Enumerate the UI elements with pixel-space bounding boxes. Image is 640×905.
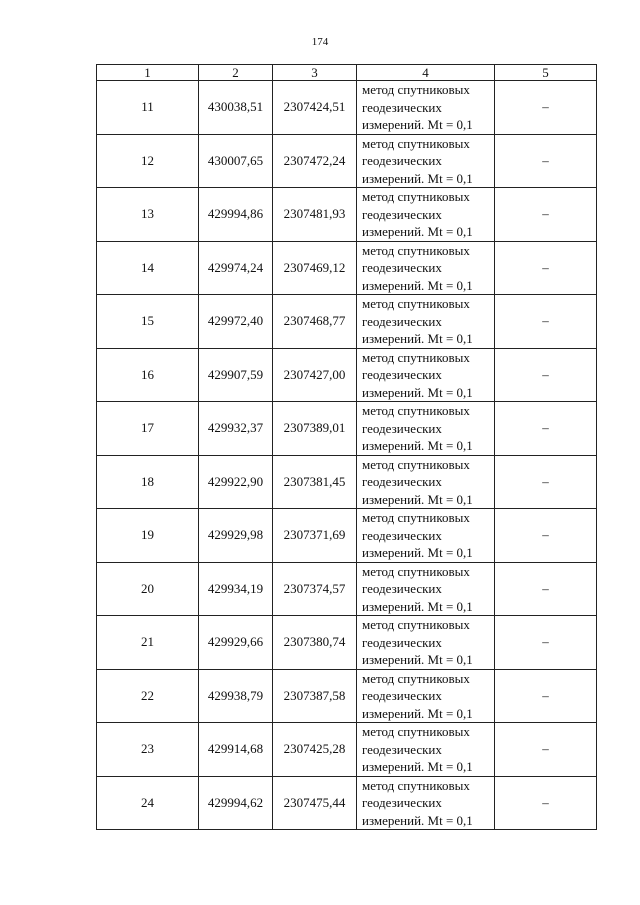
note-cell: – [495, 455, 597, 509]
method-line: геодезических [362, 581, 442, 596]
method-line: метод спутниковых [362, 403, 470, 418]
page-number: 174 [311, 36, 329, 48]
x-coordinate-cell: 430038,51 [199, 81, 273, 135]
header-cell-4: 4 [357, 65, 495, 81]
method-line: метод спутниковых [362, 242, 470, 258]
note-cell: – [495, 81, 597, 135]
note-cell: – [495, 723, 597, 777]
method-line: измерений. Mt = 0,1 [362, 224, 473, 239]
x-coordinate-cell: 429929,66 [199, 616, 273, 670]
x-coordinate-cell: 429922,90 [199, 455, 273, 509]
header-cell-3: 3 [273, 65, 357, 81]
method-line: измерений. Mt = 0,1 [362, 438, 473, 453]
point-number-cell: 15 [97, 295, 199, 349]
method-line: геодезических [362, 313, 442, 329]
method-line: метод спутниковых [362, 456, 470, 472]
x-coordinate-cell: 429914,68 [199, 723, 273, 777]
point-number-cell: 24 [97, 776, 199, 830]
point-number-cell: 14 [97, 241, 199, 295]
method-line: метод спутниковых [362, 349, 470, 365]
method-line: измерений. Mt = 0,1 [362, 598, 473, 614]
method-line: измерений. Mt = 0,1 [362, 812, 473, 828]
method-line: геодезических [362, 634, 442, 650]
x-coordinate-cell: 429994,86 [199, 188, 273, 242]
method-cell [357, 509, 495, 563]
header-cell-5: 5 [495, 65, 597, 81]
note-cell: – [495, 241, 597, 295]
method-cell [357, 188, 495, 242]
x-coordinate-cell: 429932,37 [199, 402, 273, 456]
method-line: измерений. Mt = 0,1 [362, 759, 473, 774]
table-row [97, 348, 597, 402]
method-line: измерений. Mt = 0,1 [362, 545, 473, 560]
method-line: геодезических [362, 99, 442, 115]
method-cell [357, 241, 495, 295]
method-line: геодезических [362, 206, 442, 222]
method-cell [357, 562, 495, 616]
method-line: геодезических [362, 795, 442, 810]
x-coordinate-cell: 429974,24 [199, 241, 273, 295]
note-cell: – [495, 295, 597, 349]
method-line: геодезических [362, 474, 442, 489]
note-cell: – [495, 348, 597, 402]
table-row [97, 562, 597, 616]
x-coordinate-cell: 429938,79 [199, 669, 273, 723]
point-number-cell: 17 [97, 402, 199, 456]
note-cell: – [495, 509, 597, 563]
table-row [97, 616, 597, 670]
table-header-row [97, 65, 597, 81]
x-coordinate-cell: 429934,19 [199, 562, 273, 616]
point-number-cell: 13 [97, 188, 199, 242]
x-coordinate-cell: 430007,65 [199, 134, 273, 188]
method-cell [357, 295, 495, 349]
method-cell [357, 134, 495, 188]
method-line: метод спутниковых [362, 189, 470, 204]
note-cell: – [495, 402, 597, 456]
method-line: измерений. Mt = 0,1 [362, 277, 473, 293]
x-coordinate-cell: 429994,62 [199, 776, 273, 830]
point-number-cell: 20 [97, 562, 199, 616]
method-cell [357, 669, 495, 723]
method-line: геодезических [362, 153, 442, 168]
method-line: измерений. Mt = 0,1 [362, 491, 473, 507]
table-row [97, 509, 597, 563]
note-cell: – [495, 669, 597, 723]
point-number-cell: 16 [97, 348, 199, 402]
table-row [97, 455, 597, 509]
coordinates-table [96, 64, 597, 830]
note-cell: – [495, 134, 597, 188]
y-coordinate-cell: 2307387,58 [273, 669, 357, 723]
method-line: метод спутниковых [362, 777, 470, 793]
point-number-cell: 22 [97, 669, 199, 723]
method-line: измерений. Mt = 0,1 [362, 331, 473, 346]
method-line: метод спутниковых [362, 670, 470, 686]
method-line: метод спутниковых [362, 563, 470, 579]
method-cell [357, 776, 495, 830]
table-body [97, 65, 597, 830]
note-cell: – [495, 776, 597, 830]
y-coordinate-cell: 2307468,77 [273, 295, 357, 349]
method-cell [357, 723, 495, 777]
note-cell: – [495, 562, 597, 616]
table-row [97, 241, 597, 295]
y-coordinate-cell: 2307475,44 [273, 776, 357, 830]
method-cell [357, 81, 495, 135]
y-coordinate-cell: 2307371,69 [273, 509, 357, 563]
x-coordinate-cell: 429972,40 [199, 295, 273, 349]
method-line: геодезических [362, 527, 442, 543]
method-line: измерений. Mt = 0,1 [362, 170, 473, 186]
y-coordinate-cell: 2307389,01 [273, 402, 357, 456]
table-row [97, 723, 597, 777]
method-line: метод спутниковых [362, 617, 470, 632]
x-coordinate-cell: 429929,98 [199, 509, 273, 563]
point-number-cell: 11 [97, 81, 199, 135]
method-line: геодезических [362, 260, 442, 275]
table-row [97, 188, 597, 242]
method-line: метод спутниковых [362, 135, 470, 151]
y-coordinate-cell: 2307374,57 [273, 562, 357, 616]
y-coordinate-cell: 2307469,12 [273, 241, 357, 295]
y-coordinate-cell: 2307425,28 [273, 723, 357, 777]
y-coordinate-cell: 2307424,51 [273, 81, 357, 135]
method-line: измерений. Mt = 0,1 [362, 705, 473, 721]
method-cell [357, 616, 495, 670]
table-row [97, 295, 597, 349]
table-row [97, 134, 597, 188]
method-line: геодезических [362, 741, 442, 757]
y-coordinate-cell: 2307472,24 [273, 134, 357, 188]
table-row [97, 669, 597, 723]
point-number-cell: 18 [97, 455, 199, 509]
table-row [97, 776, 597, 830]
y-coordinate-cell: 2307481,93 [273, 188, 357, 242]
point-number-cell: 23 [97, 723, 199, 777]
method-line: геодезических [362, 688, 442, 703]
note-cell: – [495, 616, 597, 670]
method-cell [357, 348, 495, 402]
point-number-cell: 12 [97, 134, 199, 188]
y-coordinate-cell: 2307380,74 [273, 616, 357, 670]
method-line: геодезических [362, 420, 442, 436]
note-cell: – [495, 188, 597, 242]
y-coordinate-cell: 2307427,00 [273, 348, 357, 402]
y-coordinate-cell: 2307381,45 [273, 455, 357, 509]
method-line: измерений. Mt = 0,1 [362, 117, 473, 132]
point-number-cell: 21 [97, 616, 199, 670]
header-cell-2: 2 [199, 65, 273, 81]
method-line: метод спутниковых [362, 296, 470, 311]
method-cell [357, 402, 495, 456]
method-line: метод спутниковых [362, 510, 470, 525]
table-row [97, 402, 597, 456]
method-line: измерений. Mt = 0,1 [362, 652, 473, 667]
method-cell [357, 455, 495, 509]
method-line: геодезических [362, 367, 442, 382]
header-cell-1: 1 [97, 65, 199, 81]
table-row [97, 81, 597, 135]
method-line: метод спутниковых [362, 82, 470, 97]
method-line: метод спутниковых [362, 724, 470, 739]
method-line: измерений. Mt = 0,1 [362, 384, 473, 400]
x-coordinate-cell: 429907,59 [199, 348, 273, 402]
point-number-cell: 19 [97, 509, 199, 563]
